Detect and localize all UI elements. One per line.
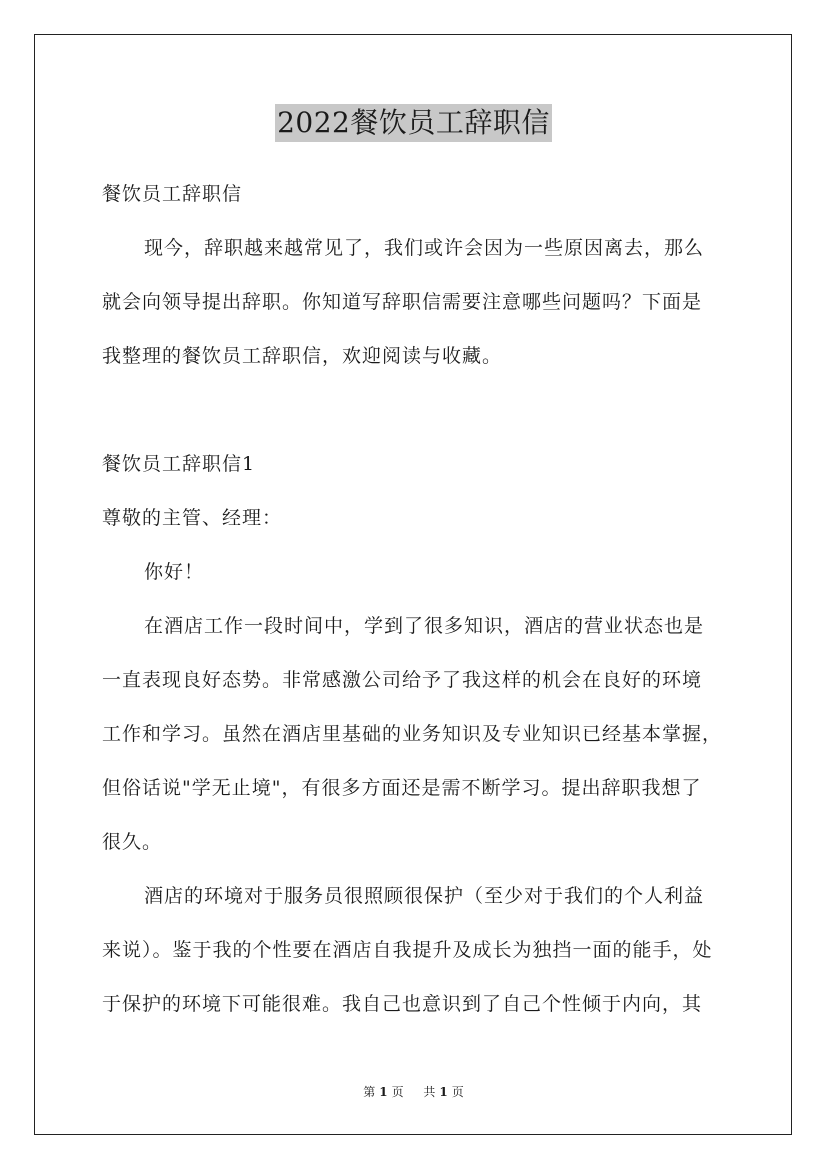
page-footer	[0, 1084, 827, 1100]
paragraph-line: 现今，辞职越来越常见了，我们或许会因为一些原因离去，那么	[144, 237, 705, 259]
greeting: 你好！	[144, 561, 205, 583]
total-pages: 1	[439, 1085, 448, 1099]
salutation: 尊敬的主管、经理：	[102, 507, 283, 529]
paragraph-line: 于保护的环境下可能很难。我自己也意识到了自己个性倾于内向，其	[102, 993, 703, 1015]
paragraph-line: 我整理的餐饮员工辞职信，欢迎阅读与收藏。	[102, 345, 503, 367]
document-title: 2022餐饮员工辞职信	[275, 104, 552, 142]
paragraph-line: 来说）。鉴于我的个性要在酒店自我提升及成长为独挡一面的能手，处	[102, 939, 713, 961]
paragraph-line: 就会向领导提出辞职。你知道写辞职信需要注意哪些问题吗？下面是	[102, 291, 703, 313]
total-label-prefix: 共	[423, 1085, 436, 1099]
paragraph-line: 酒店的环境对于服务员很照顾很保护（至少对于我们的个人利益	[144, 885, 705, 907]
section-heading: 餐饮员工辞职信	[102, 183, 243, 205]
page-number: 1	[379, 1085, 388, 1099]
page-label-prefix: 第	[363, 1085, 376, 1099]
total-indicator	[419, 1085, 467, 1099]
paragraph-line: 在酒店工作一段时间中，学到了很多知识，酒店的营业状态也是	[144, 615, 705, 637]
paragraph-line: 一直表现良好态势。非常感激公司给予了我这样的机会在良好的环境	[102, 669, 703, 691]
letter-heading: 餐饮员工辞职信1	[102, 453, 256, 475]
page-label-suffix: 页	[391, 1085, 404, 1099]
paragraph-line: 工作和学习。虽然在酒店里基础的业务知识及专业知识已经基本掌握，	[102, 723, 723, 745]
page-indicator	[359, 1085, 407, 1099]
title-container	[0, 104, 827, 142]
total-label-suffix: 页	[451, 1085, 464, 1099]
paragraph-line: 很久。	[102, 831, 163, 853]
paragraph-line: 但俗话说"学无止境"，有很多方面还是需不断学习。提出辞职我想了	[102, 777, 702, 799]
